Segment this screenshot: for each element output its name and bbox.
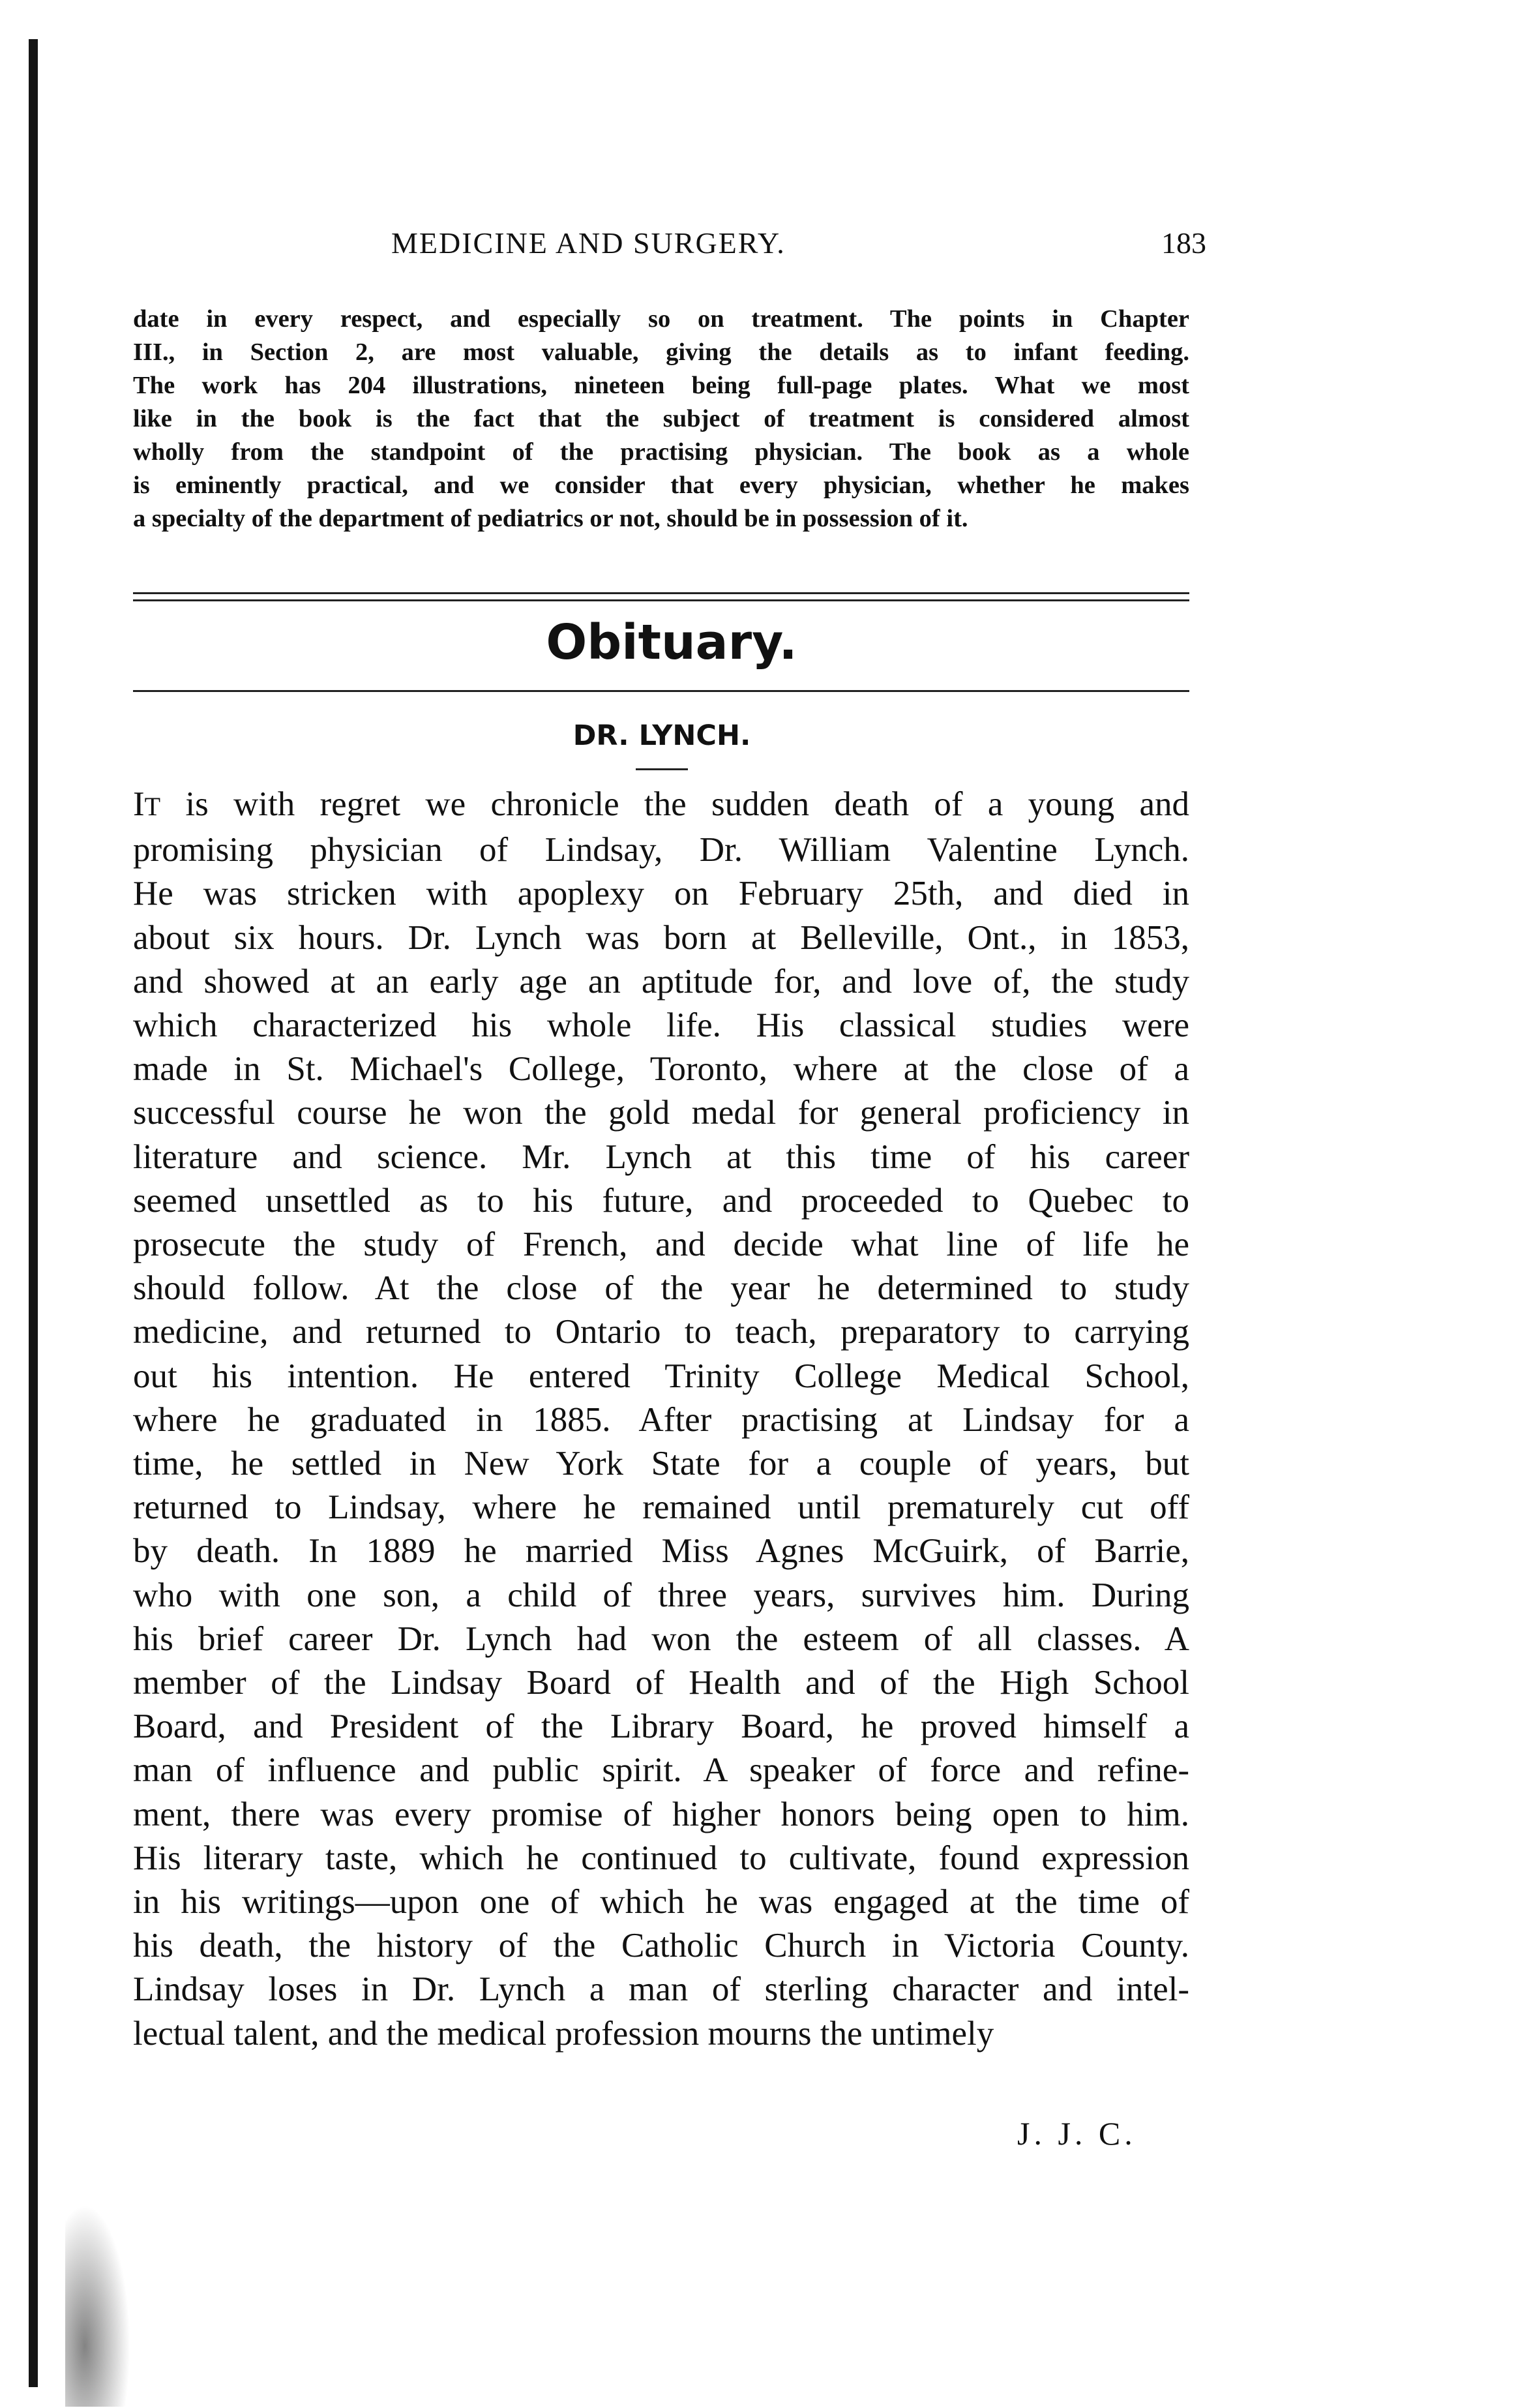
obituary-line: literature and science. Mr. Lynch at this time of his career	[133, 1137, 1189, 1176]
obituary-line: his brief career Dr. Lynch had won the esteem of all classes. A	[133, 1619, 1189, 1658]
obituary-line: He was stricken with apoplexy on February 25th, and died in	[133, 875, 1189, 913]
obituary-line: his death, the history of the Catholic Church in Victoria County.	[133, 1927, 1189, 1965]
obituary-line: His literary taste, which he continued to cultivate, found expression	[133, 1839, 1189, 1877]
review-line: The work has 204 illustrations, nineteen being full-page plates. What we most	[133, 372, 1189, 399]
obituary-line: lectual talent, and the medical profession mourns the untimely	[133, 2014, 994, 2053]
obituary-line: man of influence and public spirit. A speaker of force and refine-	[133, 1751, 1189, 1790]
review-line: III., in Section 2, are most valuable, giving the details as to infant feeding.	[133, 339, 1189, 366]
obituary-line: who with one son, a child of three years, survives him. During	[133, 1576, 1189, 1614]
scan-binding-edge	[29, 39, 38, 2387]
obituary-line: Board, and President of the Library Board, he proved himself a	[133, 1708, 1189, 1746]
obituary-line: prosecute the study of French, and decide what line of life he	[133, 1226, 1189, 1264]
obituary-line: in his writings—upon one of which he was engaged at the time of	[133, 1883, 1189, 1921]
review-line: like in the book is the fact that the subject of treatment is considered almost	[133, 405, 1189, 432]
obituary-line: and showed at an early age an aptitude for, and love of, the study	[133, 962, 1189, 1001]
review-line: is eminently practical, and we consider that every physician, whether he makes	[133, 472, 1189, 499]
obituary-line: member of the Lindsay Board of Health and of the High School	[133, 1664, 1189, 1702]
small-caps-rest: T	[144, 792, 161, 821]
review-line: a specialty of the department of pediatrics or not, should be in possession of it.	[133, 505, 968, 532]
scan-smudge	[65, 2205, 130, 2407]
short-rule-divider	[636, 768, 688, 770]
section-title: Obituary.	[546, 614, 797, 670]
obituary-line: made in St. Michael's College, Toronto, where at the close of a	[133, 1050, 1189, 1089]
running-head: MEDICINE AND SURGERY.	[391, 226, 786, 260]
page-number: 183	[1161, 226, 1206, 260]
author-signature: J. J. C.	[1017, 2115, 1137, 2152]
obituary-line: time, he settled in New York State for a couple of years, but	[133, 1445, 1189, 1483]
obituary-line: seemed unsettled as to his future, and proceeded to Quebec to	[133, 1181, 1189, 1220]
obituary-subject: DR. LYNCH.	[572, 719, 751, 752]
obituary-line: by death. In 1889 he married Miss Agnes McGuirk, of Barrie,	[133, 1532, 1189, 1571]
obituary-line: where he graduated in 1885. After practising at Lindsay for a	[133, 1400, 1189, 1439]
book-review-continuation	[133, 303, 1189, 535]
obituary-line: out his intention. He entered Trinity College Medical School,	[133, 1357, 1189, 1395]
page-header	[130, 226, 1206, 265]
obituary-line: Lindsay loses in Dr. Lynch a man of sterling character and intel-	[133, 1970, 1189, 2009]
review-line: date in every respect, and especially so on treatment. The points in Chapter	[133, 305, 1189, 333]
obituary-line: about six hours. Dr. Lynch was born at Belleville, Ont., in 1853,	[133, 918, 1189, 957]
first-line-text: is with regret we chronicle the sudden death of a young and	[160, 785, 1189, 823]
obituary-line: promising physician of Lindsay, Dr. William Valentine Lynch.	[133, 831, 1189, 869]
obituary-line: should follow. At the close of the year he determined to study	[133, 1269, 1189, 1308]
obituary-line: medicine, and returned to Ontario to teach, preparatory to carrying	[133, 1313, 1189, 1351]
double-rule-divider	[133, 592, 1189, 601]
obituary-line: returned to Lindsay, where he remained until prematurely cut off	[133, 1488, 1189, 1527]
obituary-body	[133, 783, 1189, 2056]
rule-divider	[133, 690, 1189, 692]
obituary-line: which characterized his whole life. His classical studies were	[133, 1006, 1189, 1045]
obituary-line: successful course he won the gold medal for general proficiency in	[133, 1094, 1189, 1132]
drop-cap: I	[133, 785, 145, 823]
obituary-line: ment, there was every promise of higher honors being open to him.	[133, 1795, 1189, 1833]
review-line: wholly from the standpoint of the practising physician. The book as a whole	[133, 438, 1189, 466]
obituary-line-first	[133, 783, 1189, 828]
